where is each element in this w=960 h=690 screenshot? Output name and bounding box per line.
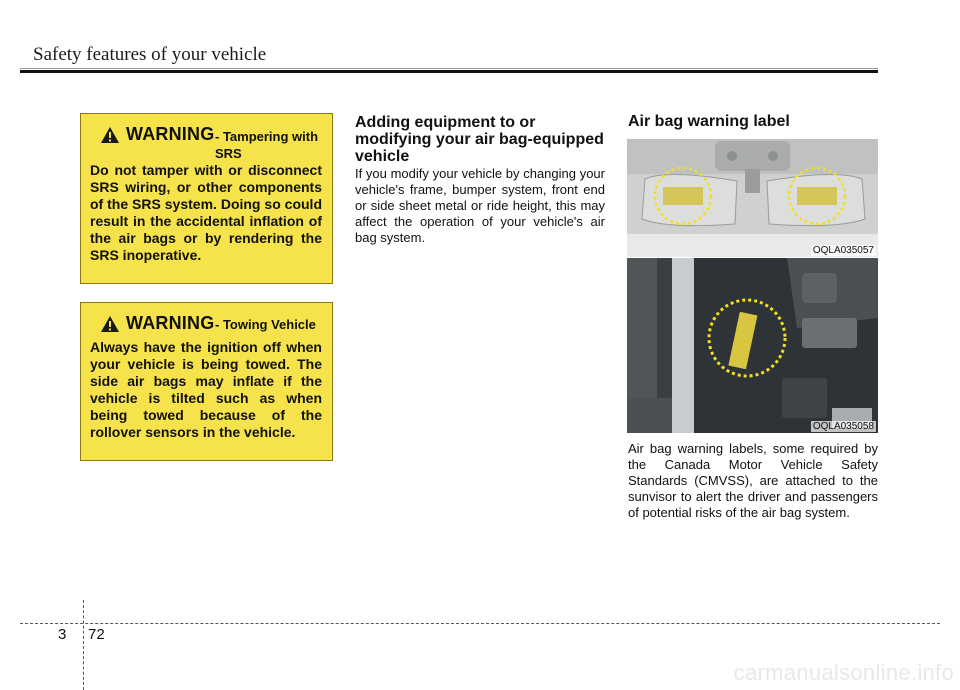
chapter-number: 3 (58, 626, 67, 643)
photo-dashboard-label (627, 258, 878, 433)
section-body-airbag-label: Air bag warning labels, some required by the Canada Motor Vehicle Safety Standards (CMVSS), are attached to the sunvisor to alert the driver and passengers of potential risks of the air bag system. (628, 441, 878, 520)
section-body-adding-equipment: If you modify your vehicle by changing your vehicle's frame, bumper system, front end or side sheet metal or ride height, this may affect the operation of your vehicle's air bag system. (355, 166, 605, 245)
warning-word: WARNING (126, 313, 215, 333)
warning-title (90, 311, 322, 339)
photo-sunvisor-labels (627, 139, 878, 257)
page-header-title: Safety features of your vehicle (33, 44, 267, 65)
warning-box-towing (80, 302, 333, 461)
footer-rule (20, 623, 940, 624)
warning-subtitle: - Tampering with SRS (215, 129, 319, 161)
section-heading-airbag-label: Air bag warning label (628, 113, 790, 130)
photo-code: OQLA035058 (812, 421, 874, 432)
warning-box-tampering (80, 113, 333, 284)
warning-word: WARNING (126, 124, 215, 144)
watermark-text: carmanualsonline.info (733, 660, 954, 685)
warning-subtitle: - Towing Vehicle (215, 317, 316, 332)
footer-divider (83, 600, 84, 690)
warning-body: Always have the ignition off when your vehicle is being towed. The side air bags may inflate if the vehicle is tilted such as when being towed because of the rollover sensors in the vehicle. (90, 339, 322, 440)
header-rule-thin (20, 68, 878, 69)
page-number: 72 (88, 626, 105, 643)
warning-triangle-icon (100, 126, 120, 144)
warning-triangle-icon (100, 315, 120, 333)
header-rule (20, 70, 878, 73)
section-heading-adding-equipment: Adding equipment to or modifying your air bag-equipped vehicle (355, 114, 604, 165)
warning-title (90, 122, 322, 162)
warning-body: Do not tamper with or disconnect SRS wiring, or other components of the SRS system. Doing so could result in the accidental inflation of the air bags or by rendering the SRS inoperative. (90, 162, 322, 263)
photo-code: OQLA035057 (812, 245, 874, 256)
